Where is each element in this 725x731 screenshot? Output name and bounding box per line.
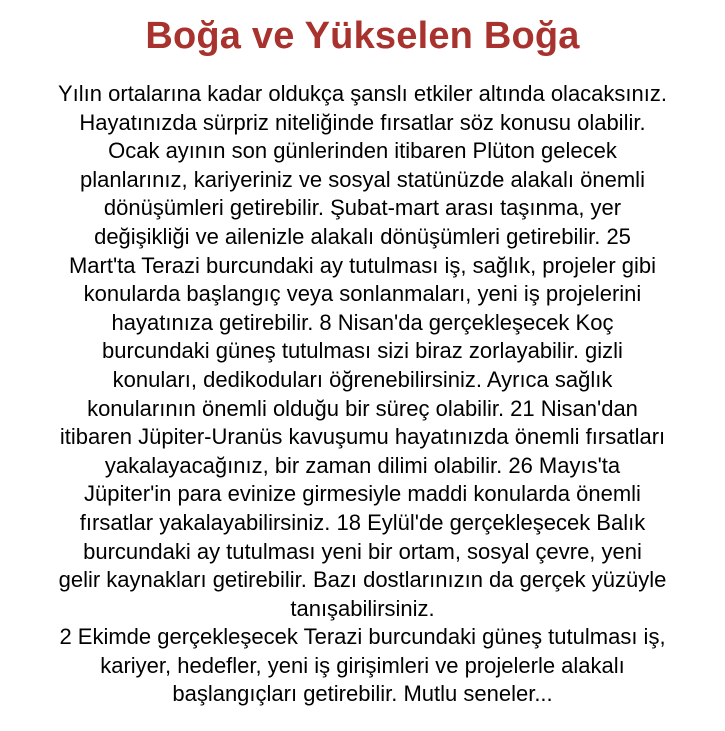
text-line: başlangıçları getirebilir. Mutlu seneler... (172, 681, 553, 707)
text-line: değişikliği ve ailenizle alakalı dönüşümleri getirebilir. 25 (94, 223, 631, 249)
text-line: Ocak ayının son günlerinden itibaren Plüton gelecek (108, 138, 617, 164)
text-line: Yılın ortalarına kadar oldukça şanslı etkiler altında olacaksınız. (58, 81, 667, 106)
text-line: itibaren Jüpiter-Uranüs kavuşumu hayatınızda önemli fırsatları (59, 424, 666, 450)
page-title: Boğa ve Yükselen Boğa (145, 15, 580, 57)
text-line: Jüpiter'in para evinize girmesiyle maddi konularda önemli (84, 481, 641, 507)
text-line: planlarınız, kariyeriniz ve sosyal statünüzde alakalı önemli (80, 166, 645, 192)
text-line: 2 Ekimde gerçekleşecek Terazi burcundaki güneş tutulması iş, (59, 624, 666, 650)
text-line: hayatınıza getirebilir. 8 Nisan'da gerçekleşecek Koç (111, 309, 614, 335)
text-line: konularda başlangıç veya sonlanmaları, yeni iş projelerini (83, 281, 642, 307)
text-line: fırsatlar yakalayabilirsiniz. 18 Eylül'de gerçekleşecek Balık (79, 509, 646, 535)
text-line: tanışabilirsiniz. (290, 595, 435, 621)
text-line: Hayatınızda sürpriz niteliğinde fırsatlar söz konusu olabilir. (79, 109, 646, 135)
text-line: gelir kaynakları getirebilir. Bazı dostlarınızın da gerçek yüzüyle (58, 567, 667, 593)
text-line: kariyer, hedefler, yeni iş girişimleri ve projelerle alakalı (100, 652, 625, 678)
text-line: konularının önemli olduğu bir süreç olabilir. 21 Nisan'dan (87, 395, 638, 421)
text-line: Mart'ta Terazi burcundaki ay tutulması iş, sağlık, projeler gibi (68, 252, 657, 278)
text-line: dönüşümleri getirebilir. Şubat-mart arası taşınma, yer (103, 195, 622, 221)
text-line: konuları, dedikoduları öğrenebilirsiniz. Ayrıca sağlık (112, 366, 613, 392)
text-line: yakalayacağınız, bir zaman dilimi olabilir. 26 Mayıs'ta (104, 452, 621, 478)
text-line: burcundaki güneş tutulması sizi biraz zorlayabilir. gizli (102, 338, 623, 364)
text-line: burcundaki ay tutulması yeni bir ortam, sosyal çevre, yeni (83, 538, 642, 564)
horoscope-text (10, 80, 715, 709)
